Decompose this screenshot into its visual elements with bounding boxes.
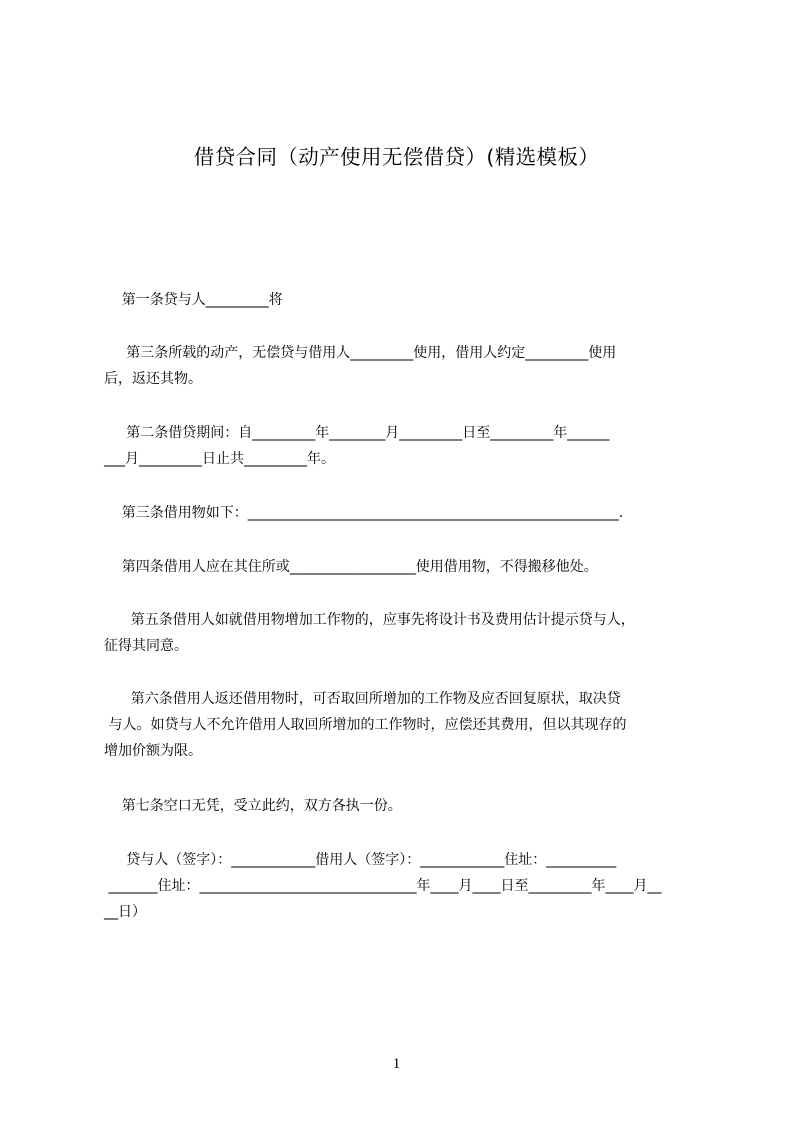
article-3-borrowed-items: 第三条借用物如下：_____________________________________________________. [104, 505, 624, 521]
article-1: 第一条贷与人_________将 [104, 292, 283, 308]
article-5-improvements: 第五条借用人如就借用物增加工作物的，应事先将设计书及费用估计提示贷与人， 征得其同意。 [104, 612, 635, 654]
signature-block: 贷与人（签字）：____________借用人（签字）：____________住址：__________ _______住址：_______________________________年____月____日至_________年____月__ __日） [104, 852, 662, 920]
article-4-usage-location: 第四条借用人应在其住所或__________________使用借用物，不得搬移他处。 [104, 559, 598, 575]
article-6-return: 第六条借用人返还借用物时，可否取回所增加的工作物及应否回复原状，取决贷 与人。如贷与人不允许借用人取回所增加的工作物时，应偿还其费用，但以其现存的 增加价额为限。 [104, 691, 627, 759]
article-2-loan-period: 第二条借贷期间：自_________年________月_________日至_________年______ ___月_________日止共_________年。 [104, 425, 610, 467]
article-3-movable: 第三条所载的动产，无偿贷与借用人_________使用，借用人约定_________使用 后，返还其物。 [104, 345, 617, 387]
document-title: 借贷合同（动产使用无偿借贷）(精选模板） [193, 145, 600, 169]
page-number: 1 [392, 1056, 401, 1072]
article-7-copies: 第七条空口无凭，受立此约，双方各执一份。 [104, 798, 402, 814]
